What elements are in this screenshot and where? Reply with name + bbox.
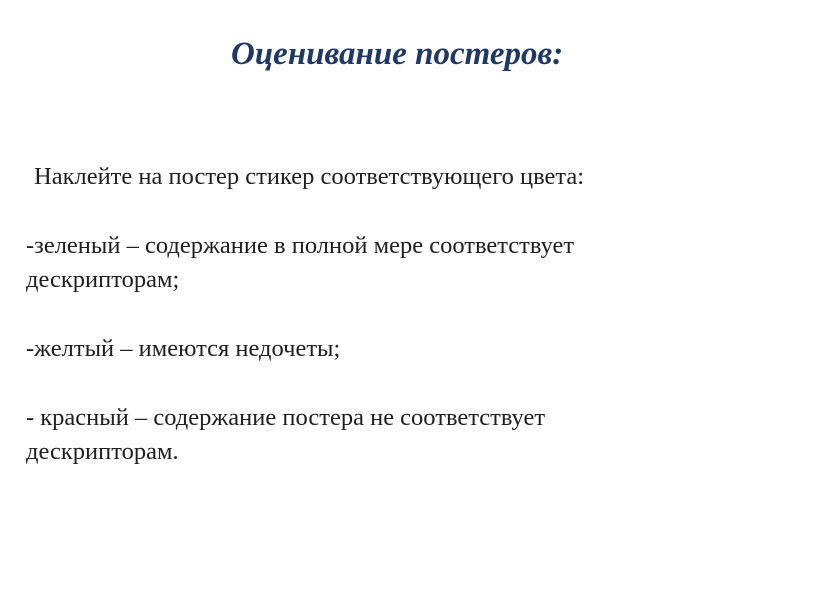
criterion-green-line1: -зеленый – содержание в полной мере соответствует [26,232,575,259]
criterion-red-line1: - красный – содержание постера не соответствует [26,404,546,431]
criterion-red-line2: дескрипторам. [26,438,179,465]
instruction-text: Наклейте на постер стикер соответствующего цвета: [34,163,585,190]
spacer [26,297,796,332]
spacer [26,194,796,229]
criterion-yellow: -желтый – имеются недочеты; [26,335,341,362]
slide-body [26,160,796,469]
criterion-green-line2: дескрипторам; [26,266,180,293]
slide-title: Оценивание постеров: [231,36,564,72]
spacer [26,366,796,401]
